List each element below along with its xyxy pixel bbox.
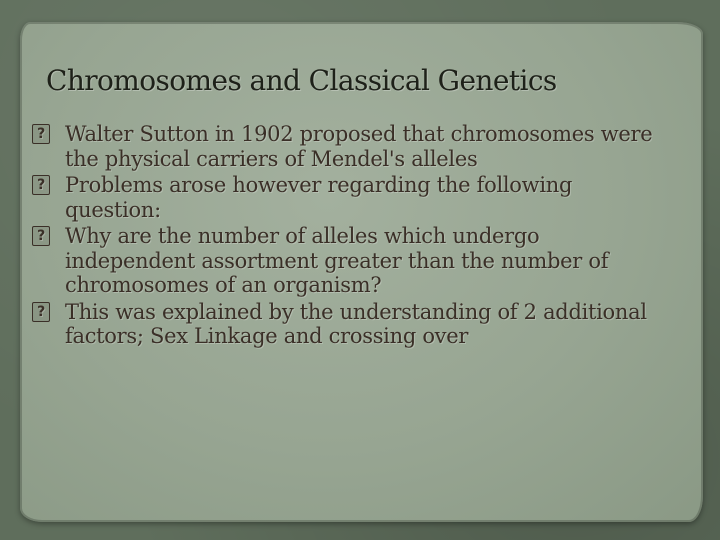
bullet-item [30,122,670,171]
bullet-text: This was explained by the understanding of 2 additional factors; Sex Linkage and crossing over [65,299,647,348]
slide-title: Chromosomes and Classical Genetics [46,64,557,97]
bullet-list [30,122,670,351]
bullet-item [30,173,670,222]
bullet-item [30,300,670,349]
bullet-marker-icon: ? [32,226,50,246]
bullet-marker-icon: ? [32,124,50,144]
bullet-text: Problems arose however regarding the following question: [65,173,573,222]
bullet-marker-icon: ? [32,175,50,195]
bullet-text: Why are the number of alleles which undergo independent assortment greater than the number of chromosomes of an organism? [65,224,609,297]
bullet-item [30,224,670,298]
bullet-marker-icon: ? [32,302,50,322]
bullet-text: Walter Sutton in 1902 proposed that chromosomes were the physical carriers of Mendel's alleles [65,122,653,171]
